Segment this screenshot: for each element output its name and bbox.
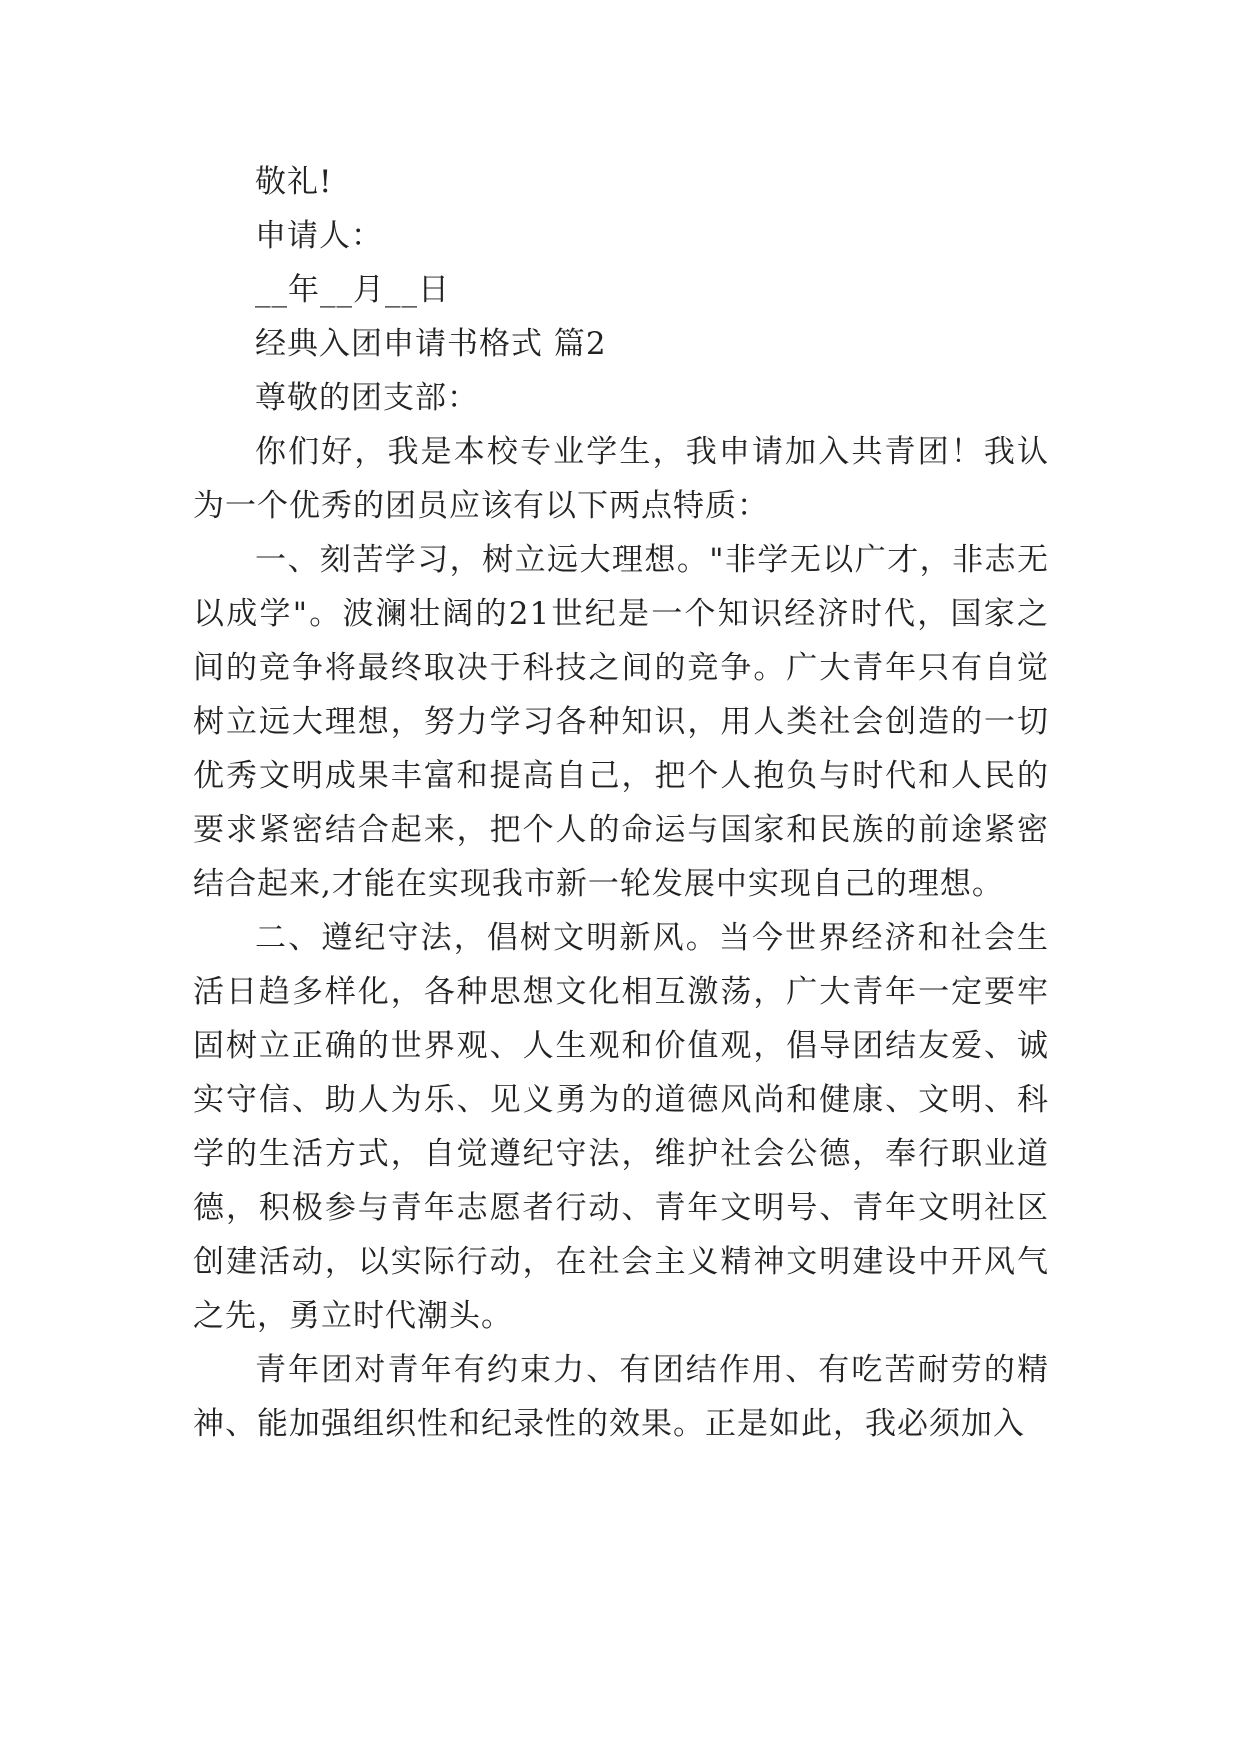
paragraph-intro: 你们好，我是本校专业学生，我申请加入共青团！我认为一个优秀的团员应该有以下两点特质： (193, 434, 1049, 524)
salutation: 尊敬的团支部： (255, 380, 479, 416)
paragraph-point-one: 一、刻苦学习，树立远大理想。"非学无以广才，非志无以成学"。波澜壮阔的21世纪是一个知识经济时代，国家之间的竞争将最终取决于科技之间的竞争。广大青年只有自觉树立远大理想，努力学习各种知识，用人类社会创造的一切优秀文明成果丰富和提高自己，把个人抱负与时代和人民的要求紧密结合起来，把个人的命运与国家和民族的前途紧密结合起来,才能在实现我市新一轮发展中实现自己的理想。 (193, 542, 1049, 902)
date-line: __年__月__日 (255, 272, 450, 308)
section-title: 经典入团申请书格式 篇2 (255, 326, 607, 362)
paragraph-conclusion: 青年团对青年有约束力、有团结作用、有吃苦耐劳的精神、能加强组织性和纪录性的效果。正是如此，我必须加入 (193, 1352, 1049, 1442)
closing-text: 敬礼! (255, 164, 333, 200)
applicant-label: 申请人： (255, 218, 383, 254)
document-page (193, 155, 1049, 1451)
paragraph-point-two: 二、遵纪守法，倡树文明新风。当今世界经济和社会生活日趋多样化，各种思想文化相互激荡，广大青年一定要牢固树立正确的世界观、人生观和价值观，倡导团结友爱、诚实守信、助人为乐、见义勇为的道德风尚和健康、文明、科学的生活方式，自觉遵纪守法，维护社会公德，奉行职业道德，积极参与青年志愿者行动、青年文明号、青年文明社区创建活动，以实际行动，在社会主义精神文明建设中开风气之先，勇立时代潮头。 (193, 920, 1049, 1334)
